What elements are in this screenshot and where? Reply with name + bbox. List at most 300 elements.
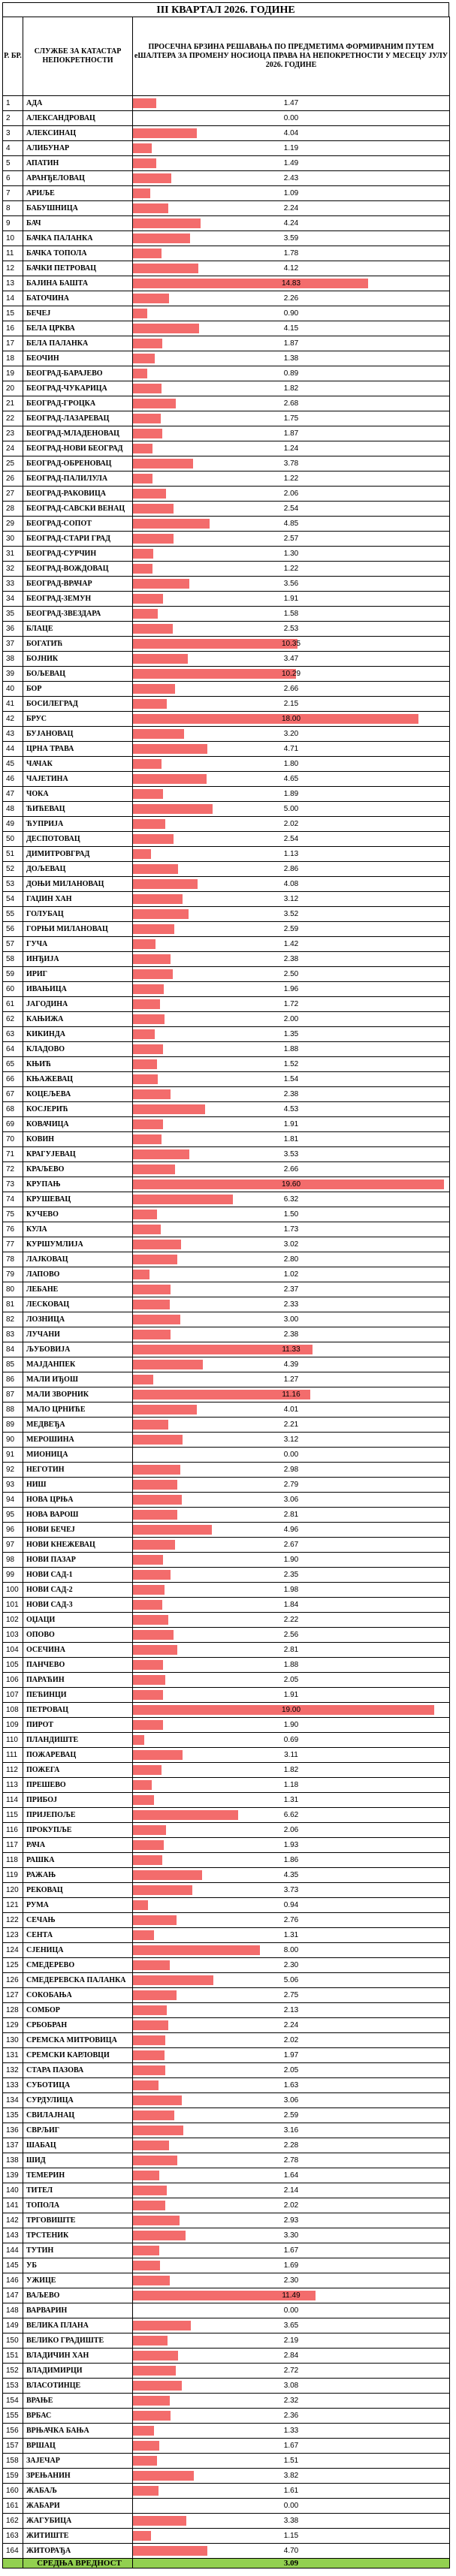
row-number: 42 xyxy=(3,712,23,727)
row-number: 48 xyxy=(3,802,23,817)
service-name: БЕОГРАД-СУРЧИН xyxy=(23,547,133,562)
table-row xyxy=(3,276,450,291)
value-cell xyxy=(133,1988,450,2003)
value-cell xyxy=(133,652,450,667)
service-name: ГАЏИН ХАН xyxy=(23,892,133,907)
service-name: ВРЊАЧКА БАЊА xyxy=(23,2424,133,2439)
data-bar xyxy=(133,294,169,303)
service-name: ВЕЛИКО ГРАДИШТЕ xyxy=(23,2333,133,2349)
table-row xyxy=(3,1117,450,1132)
service-name: ГОРЊИ МИЛАНОВАЦ xyxy=(23,922,133,937)
data-bar xyxy=(133,999,160,1009)
service-name: БЕОГРАД-ЗЕМУН xyxy=(23,592,133,607)
table-row xyxy=(3,2379,450,2394)
row-number: 23 xyxy=(3,426,23,441)
value-cell xyxy=(133,216,450,231)
value-text: 6.62 xyxy=(283,1811,299,1819)
value-cell xyxy=(133,1463,450,1478)
row-number: 22 xyxy=(3,411,23,426)
value-text: 2.98 xyxy=(283,1466,299,1474)
data-bar xyxy=(133,579,189,589)
value-cell xyxy=(133,847,450,862)
data-bar xyxy=(133,2201,165,2210)
table-row xyxy=(3,1057,450,1072)
service-name: КУЛА xyxy=(23,1222,133,1237)
value-cell xyxy=(133,1733,450,1748)
value-cell xyxy=(133,1658,450,1673)
data-bar xyxy=(133,1525,212,1535)
value-cell xyxy=(133,1297,450,1312)
data-bar xyxy=(133,1089,171,1099)
value-cell xyxy=(133,832,450,847)
data-bar xyxy=(133,669,296,679)
data-bar xyxy=(133,2050,165,2060)
row-number: 157 xyxy=(3,2439,23,2454)
data-bar xyxy=(133,1765,162,1775)
value-text: 1.87 xyxy=(283,429,299,438)
value-text: 4.96 xyxy=(283,1526,299,1534)
value-cell xyxy=(133,2183,450,2198)
service-name: ЖАБАЉ xyxy=(23,2484,133,2499)
row-number: 85 xyxy=(3,1357,23,1372)
data-bar xyxy=(133,2336,168,2346)
row-number: 87 xyxy=(3,1387,23,1402)
table-row xyxy=(3,607,450,622)
service-name: РАЧА xyxy=(23,1838,133,1853)
table-row xyxy=(3,982,450,997)
value-cell xyxy=(133,2228,450,2243)
service-name: СЕЧАЊ xyxy=(23,1913,133,1928)
table-row xyxy=(3,877,450,892)
data-bar xyxy=(133,489,166,499)
value-cell xyxy=(133,2379,450,2394)
table-row xyxy=(3,1387,450,1402)
value-cell xyxy=(133,1883,450,1898)
header-value: ПРОСЕЧНА БРЗИНА РЕШАВАЊА ПО ПРЕДМЕТИМА ФОРМИРАНИМ ПУТЕМ еШАЛТЕРА ЗА ПРОМЕНУ НОСИОЦА ПРАВА НА НЕПОКРЕТНОСТИ У МЕСЕЦУ ЈУЛУ 2026. ГОДИНЕ xyxy=(133,17,450,96)
service-name: ПАНЧЕВО xyxy=(23,1658,133,1673)
value-cell xyxy=(133,2198,450,2213)
value-cell xyxy=(133,1147,450,1162)
table-row xyxy=(3,1282,450,1297)
data-bar xyxy=(133,1615,168,1625)
value-text: 2.36 xyxy=(283,2412,299,2420)
value-text: 2.53 xyxy=(283,625,299,633)
data-bar xyxy=(133,1435,183,1445)
row-number: 8 xyxy=(3,201,23,216)
value-text: 1.42 xyxy=(283,940,299,948)
table-row xyxy=(3,1748,450,1763)
service-name: БРУС xyxy=(23,712,133,727)
row-number: 127 xyxy=(3,1988,23,2003)
service-name: ШИД xyxy=(23,2153,133,2168)
table-row xyxy=(3,1583,450,1598)
value-cell xyxy=(133,2213,450,2228)
row-number: 138 xyxy=(3,2153,23,2168)
row-number: 5 xyxy=(3,156,23,171)
table-row xyxy=(3,1763,450,1778)
value-cell xyxy=(133,2499,450,2514)
value-cell xyxy=(133,532,450,547)
data-bar xyxy=(133,2005,167,2015)
service-name: ПРЕШЕВО xyxy=(23,1778,133,1793)
table-row xyxy=(3,1718,450,1733)
row-number: 62 xyxy=(3,1012,23,1027)
value-cell xyxy=(133,1943,450,1958)
data-bar xyxy=(133,1029,155,1039)
average-row xyxy=(3,2559,450,2568)
value-cell xyxy=(133,1357,450,1372)
table-row xyxy=(3,1898,450,1913)
row-number: 65 xyxy=(3,1057,23,1072)
data-bar xyxy=(133,1510,177,1520)
data-bar xyxy=(133,2261,160,2270)
row-number: 116 xyxy=(3,1823,23,1838)
value-cell xyxy=(133,426,450,441)
table-row xyxy=(3,2303,450,2318)
table-row xyxy=(3,2529,450,2544)
row-number: 49 xyxy=(3,817,23,832)
value-text: 2.05 xyxy=(283,1676,299,1684)
service-name: КИКИНДА xyxy=(23,1027,133,1042)
service-name: АРАНЂЕЛОВАЦ xyxy=(23,171,133,186)
value-cell xyxy=(133,622,450,637)
row-number: 108 xyxy=(3,1703,23,1718)
row-number: 19 xyxy=(3,366,23,381)
row-number: 6 xyxy=(3,171,23,186)
value-text: 2.54 xyxy=(283,505,299,513)
row-number: 86 xyxy=(3,1372,23,1387)
service-name: СОМБОР xyxy=(23,2003,133,2018)
value-text: 1.97 xyxy=(283,2051,299,2059)
data-bar xyxy=(133,1975,213,1985)
data-bar xyxy=(133,624,173,634)
service-name: НОВИ САД-2 xyxy=(23,1583,133,1598)
table-row xyxy=(3,532,450,547)
value-cell xyxy=(133,727,450,742)
service-name: ЧОКА xyxy=(23,787,133,802)
table-row xyxy=(3,682,450,697)
value-cell xyxy=(133,126,450,141)
row-number: 29 xyxy=(3,517,23,532)
table-row xyxy=(3,2228,450,2243)
value-cell xyxy=(133,772,450,787)
value-text: 1.84 xyxy=(283,1601,299,1609)
data-bar xyxy=(133,158,156,168)
value-cell xyxy=(133,1192,450,1207)
data-bar xyxy=(133,444,153,453)
table-row xyxy=(3,1072,450,1087)
value-text: 2.59 xyxy=(283,2111,299,2120)
value-text: 3.30 xyxy=(283,2231,299,2240)
data-bar xyxy=(133,909,189,919)
value-text: 1.54 xyxy=(283,1075,299,1083)
row-number: 68 xyxy=(3,1102,23,1117)
table-row xyxy=(3,1207,450,1222)
header-service: СЛУЖБЕ ЗА КАТАСТАР НЕПОКРЕТНОСТИ xyxy=(23,17,133,96)
value-cell xyxy=(133,2439,450,2454)
header-rb: Р. БР. xyxy=(3,17,23,96)
service-name: БЕОГРАД-ЧУКАРИЦА xyxy=(23,381,133,396)
row-number: 134 xyxy=(3,2093,23,2108)
service-name: ПРИЈЕПОЉЕ xyxy=(23,1808,133,1823)
service-name: БЛАЦЕ xyxy=(23,622,133,637)
value-cell xyxy=(133,1267,450,1282)
value-cell xyxy=(133,1718,450,1733)
value-text: 3.06 xyxy=(283,2096,299,2104)
data-bar xyxy=(133,1555,163,1565)
row-number: 50 xyxy=(3,832,23,847)
row-number: 117 xyxy=(3,1838,23,1853)
row-number: 91 xyxy=(3,1448,23,1463)
table-row xyxy=(3,2273,450,2288)
table-row xyxy=(3,2213,450,2228)
service-name: АРИЉЕ xyxy=(23,186,133,201)
value-text: 4.12 xyxy=(283,264,299,273)
service-name: РЕКОВАЦ xyxy=(23,1883,133,1898)
value-cell xyxy=(133,1778,450,1793)
row-number: 57 xyxy=(3,937,23,952)
service-name: ПИРОТ xyxy=(23,1718,133,1733)
value-cell xyxy=(133,366,450,381)
value-text: 3.08 xyxy=(283,2382,299,2390)
value-text: 1.78 xyxy=(283,249,299,258)
value-text: 4.35 xyxy=(283,1871,299,1879)
service-name: БОСИЛЕГРАД xyxy=(23,697,133,712)
value-cell xyxy=(133,1868,450,1883)
row-number: 32 xyxy=(3,562,23,577)
row-number: 145 xyxy=(3,2258,23,2273)
service-name: КОЦЕЉЕВА xyxy=(23,1087,133,1102)
value-cell xyxy=(133,111,450,126)
value-text: 2.06 xyxy=(283,490,299,498)
table-row xyxy=(3,2544,450,2559)
row-number: 155 xyxy=(3,2409,23,2424)
service-name: МАЛИ ИЂОШ xyxy=(23,1372,133,1387)
table-row xyxy=(3,622,450,637)
value-text: 3.12 xyxy=(283,1436,299,1444)
data-bar xyxy=(133,1915,177,1925)
service-name: ЧАЧАК xyxy=(23,757,133,772)
table-row xyxy=(3,1132,450,1147)
value-text: 1.51 xyxy=(283,2457,299,2465)
row-number: 119 xyxy=(3,1868,23,1883)
data-bar xyxy=(133,1465,180,1475)
value-text: 5.06 xyxy=(283,1976,299,1984)
table-row xyxy=(3,1042,450,1057)
value-text: 10.35 xyxy=(281,640,301,648)
service-name: ИРИГ xyxy=(23,967,133,982)
data-bar xyxy=(133,639,297,649)
data-bar xyxy=(133,1255,177,1264)
row-number: 101 xyxy=(3,1598,23,1613)
value-text: 1.69 xyxy=(283,2261,299,2270)
row-number: 40 xyxy=(3,682,23,697)
service-name: НОВИ ПАЗАР xyxy=(23,1553,133,1568)
data-bar xyxy=(133,459,193,469)
service-name: БЕОГРАД-ПАЛИЛУЛА xyxy=(23,472,133,487)
data-bar xyxy=(133,864,178,874)
value-text: 1.81 xyxy=(283,1135,299,1143)
row-number: 130 xyxy=(3,2033,23,2048)
data-bar xyxy=(133,1195,233,1204)
row-number: 164 xyxy=(3,2544,23,2559)
service-name: МЕРОШИНА xyxy=(23,1433,133,1448)
service-name: ДОЊИ МИЛАНОВАЦ xyxy=(23,877,133,892)
data-bar xyxy=(133,1240,181,1249)
service-name: БАБУШНИЦА xyxy=(23,201,133,216)
data-bar xyxy=(133,2186,167,2195)
row-number: 83 xyxy=(3,1327,23,1342)
service-name: БЕОГРАД-ЛАЗАРЕВАЦ xyxy=(23,411,133,426)
value-cell xyxy=(133,1327,450,1342)
row-number: 153 xyxy=(3,2379,23,2394)
row-number: 97 xyxy=(3,1538,23,1553)
data-bar xyxy=(133,684,175,694)
row-number: 41 xyxy=(3,697,23,712)
value-text: 19.60 xyxy=(281,1180,301,1189)
table-row xyxy=(3,351,450,366)
table-row xyxy=(3,502,450,517)
data-bar xyxy=(133,2171,159,2180)
value-cell xyxy=(133,1132,450,1147)
service-name: АЛЕКСИНАЦ xyxy=(23,126,133,141)
value-cell xyxy=(133,2349,450,2364)
table-row xyxy=(3,1463,450,1478)
data-bar xyxy=(133,264,198,273)
value-cell xyxy=(133,171,450,186)
table-row xyxy=(3,2018,450,2033)
row-number: 94 xyxy=(3,1493,23,1508)
table-row xyxy=(3,1988,450,2003)
value-text: 2.21 xyxy=(283,1421,299,1429)
service-name: БУЈАНОВАЦ xyxy=(23,727,133,742)
service-name: БЕОГРАД-РАКОВИЦА xyxy=(23,487,133,502)
value-text: 1.63 xyxy=(283,2081,299,2089)
row-number: 14 xyxy=(3,291,23,306)
service-name: КУЧЕВО xyxy=(23,1207,133,1222)
data-bar xyxy=(133,309,147,318)
service-name: БАЧКА ТОПОЛА xyxy=(23,246,133,261)
table-row xyxy=(3,967,450,982)
row-number: 161 xyxy=(3,2499,23,2514)
row-number: 47 xyxy=(3,787,23,802)
value-cell xyxy=(133,1913,450,1928)
service-name: ВЛАСОТИНЦЕ xyxy=(23,2379,133,2394)
data-bar xyxy=(133,1315,180,1324)
value-cell xyxy=(133,2048,450,2063)
value-text: 6.32 xyxy=(283,1195,299,1204)
table-row xyxy=(3,1793,450,1808)
data-bar xyxy=(133,1930,154,1940)
value-text: 1.91 xyxy=(283,1120,299,1128)
table-row xyxy=(3,517,450,532)
row-number: 150 xyxy=(3,2333,23,2349)
value-cell xyxy=(133,2138,450,2153)
value-cell xyxy=(133,982,450,997)
row-number: 30 xyxy=(3,532,23,547)
data-bar xyxy=(133,1405,197,1415)
data-bar xyxy=(133,2441,159,2451)
table-row xyxy=(3,2349,450,2364)
table-row xyxy=(3,1297,450,1312)
value-cell xyxy=(133,411,450,426)
service-name: ОЏАЦИ xyxy=(23,1613,133,1628)
row-number: 152 xyxy=(3,2364,23,2379)
row-number: 132 xyxy=(3,2063,23,2078)
value-text: 3.53 xyxy=(283,1150,299,1158)
value-cell xyxy=(133,2003,450,2018)
table-row xyxy=(3,2183,450,2198)
table-row xyxy=(3,1162,450,1177)
data-bar xyxy=(133,759,162,769)
value-cell xyxy=(133,682,450,697)
row-number: 113 xyxy=(3,1778,23,1793)
value-text: 1.58 xyxy=(283,610,299,618)
value-cell xyxy=(133,2333,450,2349)
data-bar xyxy=(133,519,210,529)
value-cell xyxy=(133,1372,450,1387)
value-text: 1.22 xyxy=(283,565,299,573)
row-number: 2 xyxy=(3,111,23,126)
data-bar xyxy=(133,1690,163,1700)
service-name: КРУШЕВАЦ xyxy=(23,1192,133,1207)
row-number: 84 xyxy=(3,1342,23,1357)
service-name: БАЧКА ПАЛАНКА xyxy=(23,231,133,246)
value-text: 2.67 xyxy=(283,1541,299,1549)
value-text: 1.86 xyxy=(283,1856,299,1864)
data-bar xyxy=(133,429,162,438)
service-name: БЕОГРАД-ОБРЕНОВАЦ xyxy=(23,456,133,472)
value-cell xyxy=(133,862,450,877)
table-row xyxy=(3,952,450,967)
table-body xyxy=(3,96,450,2559)
table-row xyxy=(3,126,450,141)
row-number: 135 xyxy=(3,2108,23,2123)
data-bar xyxy=(133,384,162,393)
data-bar xyxy=(133,804,213,814)
service-name: БЕОГРАД-ЗВЕЗДАРА xyxy=(23,607,133,622)
table-row xyxy=(3,1252,450,1267)
table-row xyxy=(3,2469,450,2484)
data-bar xyxy=(133,939,156,949)
value-cell xyxy=(133,787,450,802)
data-bar xyxy=(133,249,162,258)
service-name: ТРСТЕНИК xyxy=(23,2228,133,2243)
value-cell xyxy=(133,2273,450,2288)
value-text: 1.49 xyxy=(283,159,299,167)
value-text: 2.06 xyxy=(283,1826,299,1834)
table-row xyxy=(3,1508,450,1523)
data-bar xyxy=(133,954,171,964)
table-row xyxy=(3,1658,450,1673)
value-cell xyxy=(133,1177,450,1192)
value-text: 1.91 xyxy=(283,1691,299,1699)
value-cell xyxy=(133,2078,450,2093)
data-bar xyxy=(133,414,161,423)
value-text: 0.90 xyxy=(283,309,299,318)
value-cell xyxy=(133,1613,450,1628)
table-row xyxy=(3,2424,450,2439)
data-bar xyxy=(133,1134,162,1144)
service-name: ТРГОВИШТЕ xyxy=(23,2213,133,2228)
row-number: 59 xyxy=(3,967,23,982)
row-number: 60 xyxy=(3,982,23,997)
service-name: БЕЧЕЈ xyxy=(23,306,133,321)
row-number: 158 xyxy=(3,2454,23,2469)
data-bar xyxy=(133,1990,177,2000)
table-row xyxy=(3,411,450,426)
table-row xyxy=(3,2409,450,2424)
